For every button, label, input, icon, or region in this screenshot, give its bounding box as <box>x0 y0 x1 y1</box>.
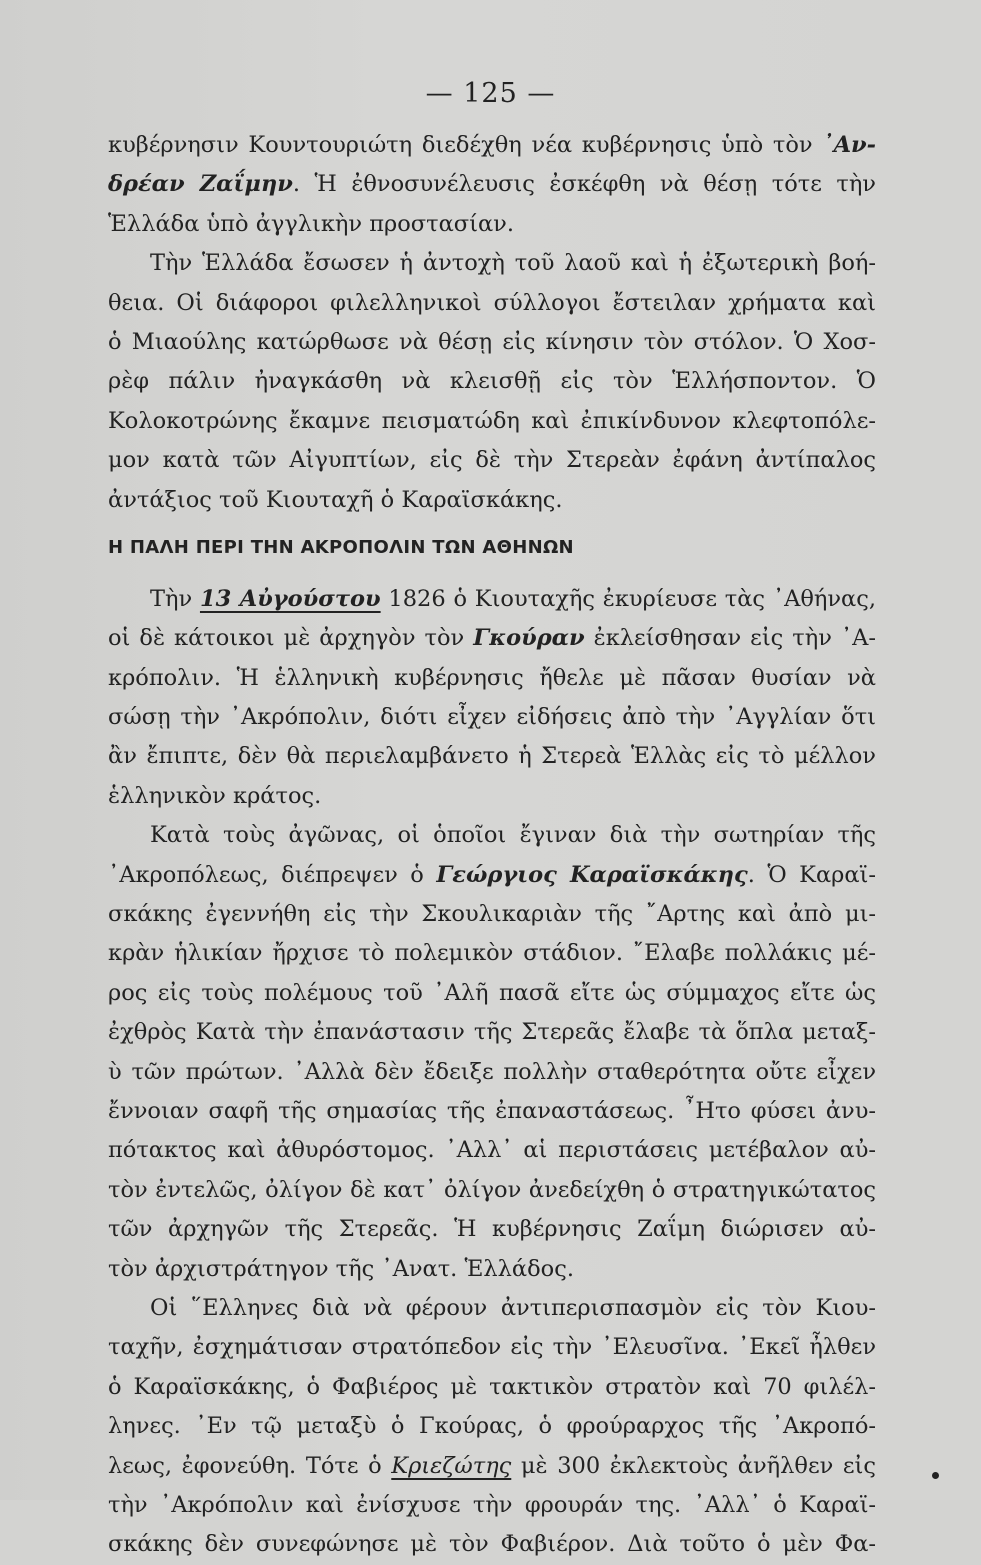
text-line <box>108 1447 876 1486</box>
text-segment: . Ἡ ἐθνοσυνέλευσις ἐσκέφθη νὰ θέσῃ τότε τὴν <box>292 171 876 198</box>
text-segment: ληνες. ᾿Εν τῷ μεταξὺ ὁ Γκούρας, ὁ φρούραρχος τῆς ᾿Ακροπό- <box>108 1413 876 1440</box>
text-line <box>108 402 876 441</box>
page-number: — 125 — <box>425 78 556 109</box>
text-segment: σκάκης δὲν συνεφώνησε μὲ τὸν Φαβιέρον. Διὰ τοῦτο ὁ μὲν Φα- <box>108 1531 876 1558</box>
emphasized-text: 13 Αὐγούστου <box>199 585 381 612</box>
text-segment: σώσῃ τὴν ᾿Ακρόπολιν, διότι εἶχεν εἰδήσεις ἀπὸ τὴν ᾿Αγγλίαν ὅτι <box>108 704 876 731</box>
text-segment: ρὲφ πάλιν ἠναγκάσθη νὰ κλεισθῇ εἰς τὸν Ἑλλήσποντον. Ὁ <box>108 368 876 395</box>
text-segment: θεια. Οἱ διάφοροι φιλελληνικοὶ σύλλογοι ἔστειλαν χρήματα καὶ <box>108 289 876 316</box>
text-line <box>108 1171 876 1210</box>
text-segment: μον κατὰ τῶν Αἰγυπτίων, εἰς δὲ τὴν Στερεὰν ἐφάνη ἀντίπαλος <box>108 447 876 474</box>
text-line <box>108 244 876 283</box>
text-segment: Τὴν Ἑλλάδα ἔσωσεν ἡ ἀντοχὴ τοῦ λαοῦ καὶ ἡ ἐξωτερικὴ βοή- <box>150 250 876 277</box>
text-segment: ταχῆν, ἐσχημάτισαν στρατόπεδον εἰς τὴν ᾿Ελευσῖνα. ᾿Εκεῖ ἦλθεν <box>108 1334 876 1361</box>
text-segment: . Ὁ Καραϊ- <box>747 861 876 888</box>
text-segment: Κολοκοτρώνης ἔκαμνε πεισματώδη καὶ ἐπικίνδυνον κλεφτοπόλε- <box>108 407 876 434</box>
emphasized-text: Γεώργιος Καραϊσκάκης <box>436 861 748 888</box>
text-segment: τὸν ἀρχιστράτηγον τῆς ᾿Ανατ. Ἑλλάδος. <box>108 1255 574 1282</box>
text-line <box>108 580 876 619</box>
text-segment: σκάκης ἐγεννήθη εἰς τὴν Σκουλικαριὰν τῆς ῎Αρτης καὶ ἀπὸ μι- <box>108 901 876 928</box>
text-segment: Ἑλλάδα ὑπὸ ἀγγλικὴν προστασίαν. <box>108 210 515 237</box>
text-line <box>108 974 876 1013</box>
text-segment: ἂν ἔπιπτε, δὲν θὰ περιελαμβάνετο ἡ Στερεὰ Ἑλλὰς εἰς τὸ μέλλον <box>108 743 876 770</box>
emphasized-text: ᾿Αν- <box>822 132 876 158</box>
text-segment: ὺ τῶν πρώτων. ᾿Αλλὰ δὲν ἔδειξε πολλὴν σταθερότητα οὔτε εἶχεν <box>108 1058 876 1085</box>
paragraphs-before-heading <box>108 126 876 520</box>
text-line <box>108 1210 876 1249</box>
text-segment: ἐχθρὸς Κατὰ τὴν ἐπανάστασιν τῆς Στερεᾶς ἔλαβε τὰ ὅπλα μεταξ- <box>108 1019 876 1046</box>
text-segment: ἀντάξιος τοῦ Κιουταχῆ ὁ Καραϊσκάκης. <box>108 486 563 513</box>
text-line <box>108 1407 876 1446</box>
text-line <box>108 165 876 204</box>
text-line <box>108 126 876 165</box>
text-line <box>108 481 876 520</box>
text-segment: τὸν ἐντελῶς, ὀλίγον δὲ κατ᾿ ὀλίγον ἀνεδείχθη ὁ στρατηγικώτατος <box>108 1176 876 1203</box>
text-segment: λεως, ἐφονεύθη. Τότε ὁ <box>108 1452 392 1479</box>
text-line <box>108 816 876 855</box>
margin-dot <box>932 1472 939 1479</box>
section-heading: Η ΠΑΛΗ ΠΕΡΙ ΤΗΝ ΑΚΡΟΠΟΛΙΝ ΤΩΝ ΑΘΗΝΩΝ <box>108 536 574 558</box>
text-segment: ᾿Ακροπόλεως, διέπρεψεν ὁ <box>108 861 437 888</box>
text-line <box>108 737 876 776</box>
text-line <box>108 934 876 973</box>
text-segment: Τὴν <box>150 585 200 612</box>
text-segment: οἱ δὲ κάτοικοι μὲ ἀρχηγὸν τὸν <box>108 625 474 652</box>
text-line <box>108 619 876 658</box>
body-text <box>108 126 876 1565</box>
text-line <box>108 856 876 895</box>
text-line <box>108 777 876 816</box>
text-line <box>108 698 876 737</box>
text-segment: τὴν ᾿Ακρόπολιν καὶ ἐνίσχυσε τὴν φρουράν της. ᾿Αλλ᾿ ὁ Καραϊ- <box>108 1491 876 1518</box>
text-segment: Κατὰ τοὺς ἀγῶνας, οἱ ὁποῖοι ἔγιναν διὰ τὴν σωτηρίαν τῆς <box>150 822 876 849</box>
text-line <box>108 659 876 698</box>
text-segment: ἑλληνικὸν κράτος. <box>108 782 322 809</box>
emphasized-text: Κριεζώτης <box>391 1452 512 1479</box>
text-line <box>108 1368 876 1407</box>
text-line <box>108 1525 876 1564</box>
emphasized-text: Γκούραν <box>473 625 585 652</box>
text-segment: κρὰν ἡλικίαν ἤρχισε τὸ πολεμικὸν στάδιον. ῎Ελαβε πολλάκις μέ- <box>108 940 876 967</box>
text-segment: πότακτος καὶ ἀθυρόστομος. ᾿Αλλ᾿ αἱ περιστάσεις μετέβαλον αὐ- <box>108 1137 876 1164</box>
text-segment: ὁ Μιαούλης κατώρθωσε νὰ θέσῃ εἰς κίνησιν τὸν στόλον. Ὁ Χοσ- <box>108 328 876 355</box>
text-line <box>108 895 876 934</box>
text-line <box>108 1131 876 1170</box>
text-line <box>108 1053 876 1092</box>
text-line <box>108 205 876 244</box>
text-line <box>108 1250 876 1289</box>
paragraphs-after-heading <box>108 580 876 1565</box>
text-segment: τῶν ἀρχηγῶν τῆς Στερεᾶς. Ἡ κυβέρνησις Ζαΐμη διώρισεν αὐ- <box>108 1216 876 1243</box>
text-segment: Οἱ ῞Ελληνες διὰ νὰ φέρουν ἀντιπερισπασμὸν εἰς τὸν Κιου- <box>150 1294 876 1321</box>
text-line <box>108 1092 876 1131</box>
text-line <box>108 1013 876 1052</box>
text-segment: μὲ 300 ἐκλεκτοὺς ἀνῆλθεν εἰς <box>511 1452 876 1479</box>
text-line <box>108 1289 876 1328</box>
text-segment: ὁ Καραϊσκάκης, ὁ Φαβιέρος μὲ τακτικὸν στρατὸν καὶ 70 φιλέλ- <box>108 1373 876 1400</box>
text-line <box>108 284 876 323</box>
text-line <box>108 362 876 401</box>
text-segment: 1826 ὁ Κιουταχῆς ἐκυρίευσε τὰς ᾿Αθήνας, <box>380 585 876 612</box>
text-segment: ἔννοιαν σαφῆ τῆς σημασίας τῆς ἐπαναστάσεως. ῏Ητο φύσει ἀνυ- <box>108 1097 876 1124</box>
emphasized-text: δρέαν Ζαΐμην <box>108 171 293 198</box>
text-segment: κυβέρνησιν Κουντουριώτη διεδέχθη νέα κυβέρνησις ὑπὸ τὸν <box>108 132 823 158</box>
text-line <box>108 1486 876 1525</box>
text-line <box>108 323 876 362</box>
text-line <box>108 441 876 480</box>
text-line <box>108 1328 876 1367</box>
text-segment: ἐκλείσθησαν εἰς τὴν ᾿Α- <box>584 625 877 652</box>
text-segment: κρόπολιν. Ἡ ἑλληνικὴ κυβέρνησις ἤθελε μὲ πᾶσαν θυσίαν νὰ <box>108 664 876 691</box>
text-segment: ρος εἰς τοὺς πολέμους τοῦ ᾿Αλῆ πασᾶ εἴτε ὡς σύμμαχος εἴτε ὡς <box>108 979 876 1006</box>
